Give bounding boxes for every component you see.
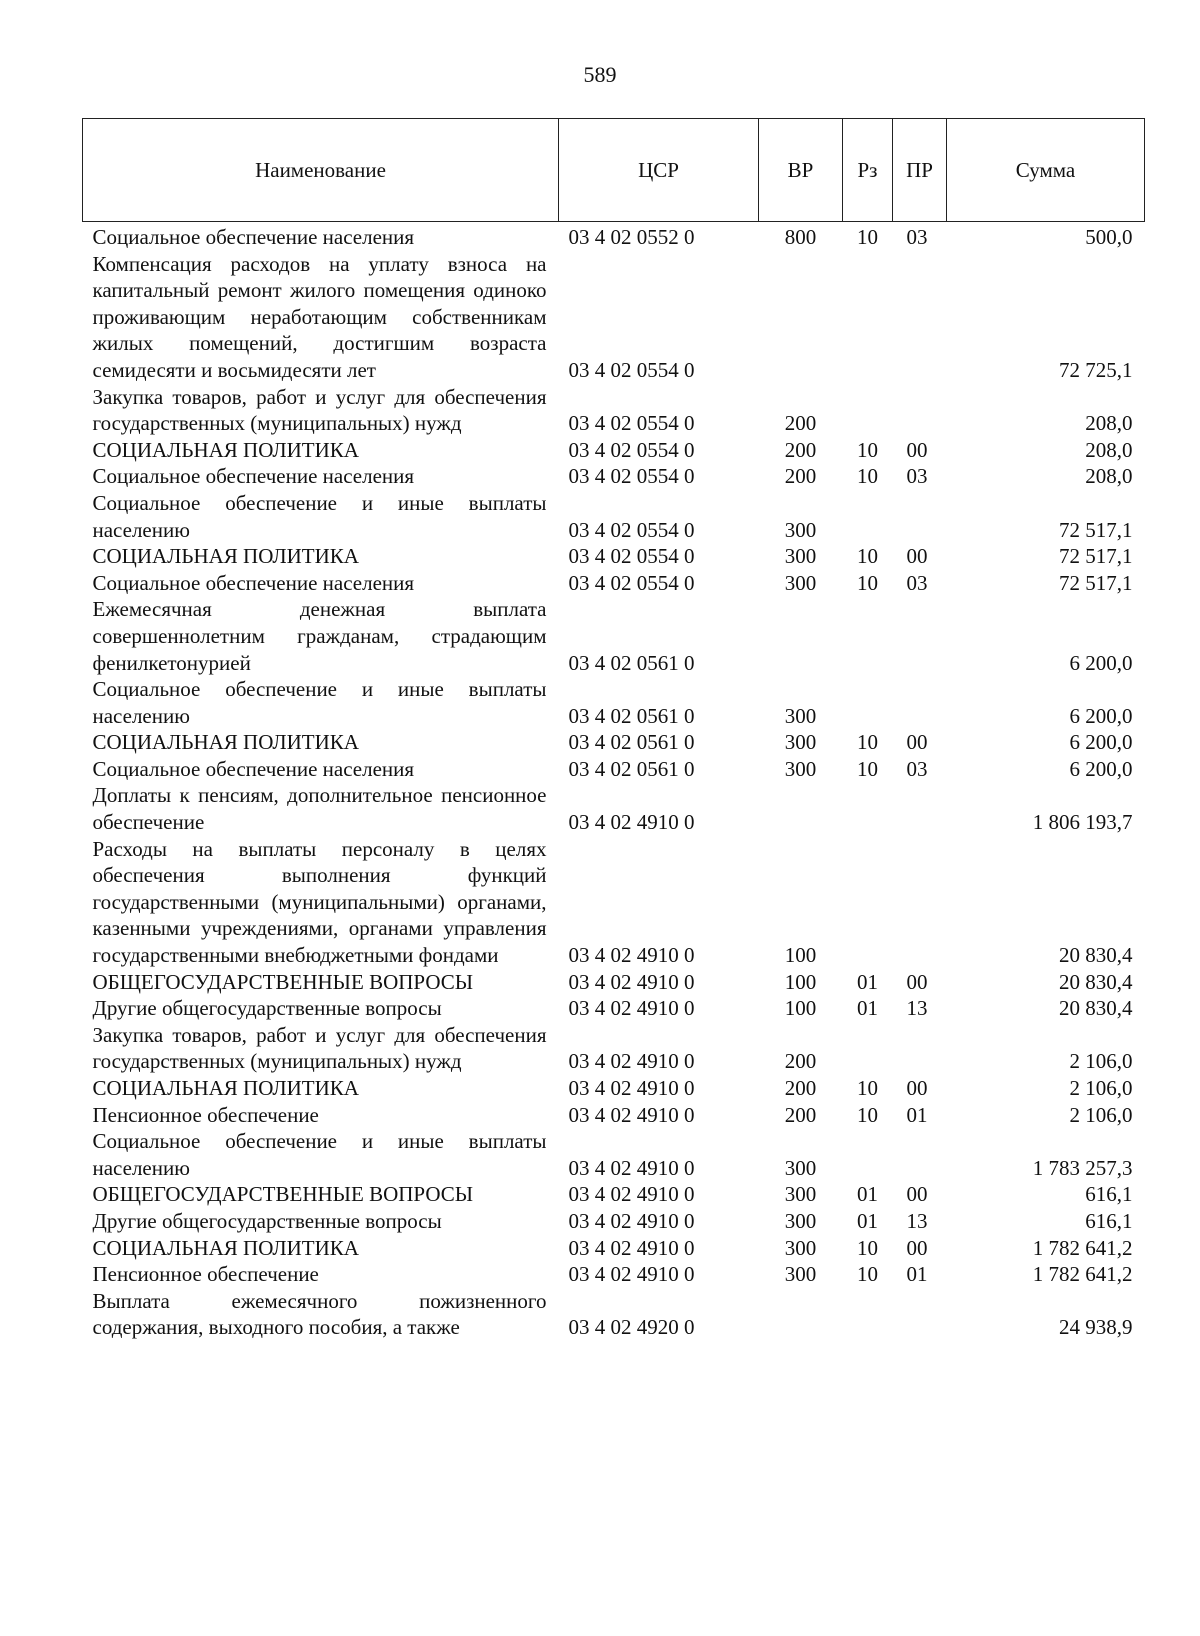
cell-name: Социальное обеспечение и иные выплаты населению [92, 677, 547, 728]
cell-sum: 6 200,0 [1069, 650, 1133, 675]
cell-name: Доплаты к пенсиям, дополнительное пенсионное обеспечение [92, 783, 547, 835]
cell-vr: 300 [784, 570, 817, 595]
cell-vr [759, 251, 843, 384]
cell-vr: 300 [784, 730, 817, 755]
cell-vr: 300 [784, 517, 817, 542]
cell-csr: 03 4 02 0554 0 [568, 544, 695, 569]
cell-sum: 616,1 [1085, 1208, 1133, 1233]
cell-name: Социальное обеспечение населения [92, 756, 415, 781]
cell-vr: 300 [784, 1155, 817, 1180]
cell-rz: 10 [857, 464, 878, 489]
cell-name: СОЦИАЛЬНАЯ ПОЛИТИКА [92, 437, 359, 462]
cell-name: Другие общегосударственные вопросы [92, 1208, 442, 1233]
cell-sum: 1 782 641,2 [1032, 1262, 1133, 1287]
cell-vr: 200 [784, 1102, 817, 1127]
cell-rz: 10 [857, 570, 878, 595]
table-row [83, 756, 1145, 783]
table-row [83, 1075, 1145, 1102]
cell-pr [893, 782, 947, 835]
cell-name: Социальное обеспечение населения [92, 570, 415, 595]
cell-csr: 03 4 02 4910 0 [568, 1155, 695, 1180]
cell-name: Расходы на выплаты персоналу в целях обеспечения выполнения функций государственными (муниципальными) органами, казенными учреждениями, органами управления государственными внебюджетными фондами [92, 836, 547, 968]
cell-rz: 01 [857, 996, 878, 1021]
cell-csr: 03 4 02 0554 0 [568, 464, 695, 489]
cell-rz: 10 [857, 225, 878, 249]
cell-name: Социальное обеспечение населения [92, 464, 415, 489]
cell-pr: 03 [906, 570, 928, 595]
cell-vr: 200 [784, 437, 817, 462]
cell-rz: 10 [857, 756, 878, 781]
header-pr: ПР [893, 119, 947, 222]
cell-vr [759, 596, 843, 676]
cell-pr [893, 676, 947, 729]
cell-rz [843, 1128, 893, 1181]
cell-csr: 03 4 02 4910 0 [568, 1262, 695, 1287]
cell-pr [893, 1022, 947, 1075]
cell-rz: 10 [857, 1076, 878, 1100]
cell-pr: 01 [906, 1262, 928, 1287]
cell-pr [893, 251, 947, 384]
cell-name: Социальное обеспечение и иные выплаты населению [92, 490, 547, 542]
cell-pr: 03 [906, 225, 928, 249]
table-row [83, 463, 1145, 490]
cell-csr: 03 4 02 0561 0 [568, 756, 695, 781]
cell-pr: 13 [906, 996, 928, 1021]
cell-csr: 03 4 02 0561 0 [568, 703, 695, 728]
cell-sum: 20 830,4 [1059, 943, 1133, 968]
cell-vr: 300 [784, 756, 817, 781]
cell-csr: 03 4 02 4910 0 [568, 996, 695, 1021]
cell-rz [843, 384, 893, 437]
cell-csr: 03 4 02 0554 0 [568, 437, 695, 462]
table-row [83, 1022, 1145, 1075]
cell-rz: 01 [857, 1182, 878, 1207]
cell-vr: 100 [784, 969, 817, 994]
cell-sum: 72 517,1 [1059, 544, 1133, 569]
cell-csr: 03 4 02 0554 0 [568, 411, 695, 436]
cell-rz [843, 782, 893, 835]
cell-pr: 00 [906, 437, 928, 462]
cell-name: Выплата ежемесячного пожизненного содержания, выходного пособия, а также [92, 1288, 547, 1340]
cell-pr [893, 836, 947, 969]
cell-csr: 03 4 02 4910 0 [568, 810, 695, 835]
cell-sum: 2 106,0 [1069, 1049, 1133, 1074]
table-row [83, 969, 1145, 996]
cell-rz [843, 1022, 893, 1075]
header-rz: Рз [843, 119, 893, 222]
cell-name: Закупка товаров, работ и услуг для обеспечения государственных (муниципальных) нужд [92, 384, 547, 436]
cell-rz: 01 [857, 969, 878, 994]
header-vr: ВР [759, 119, 843, 222]
cell-csr: 03 4 02 4910 0 [568, 1076, 695, 1100]
cell-name: Социальное обеспечение населения [92, 225, 415, 249]
cell-rz [843, 251, 893, 384]
cell-csr: 03 4 02 4920 0 [568, 1315, 695, 1340]
cell-sum: 2 106,0 [1069, 1076, 1133, 1100]
cell-pr [893, 1128, 947, 1181]
cell-name: Закупка товаров, работ и услуг для обеспечения государственных (муниципальных) нужд [92, 1022, 547, 1074]
cell-sum: 72 517,1 [1059, 570, 1133, 595]
cell-rz [843, 676, 893, 729]
table-row [83, 251, 1145, 384]
cell-name: Другие общегосударственные вопросы [92, 996, 442, 1021]
table-row [83, 437, 1145, 464]
table-row [83, 1261, 1145, 1288]
cell-rz: 01 [857, 1208, 878, 1233]
cell-sum: 616,1 [1085, 1182, 1133, 1207]
cell-rz: 10 [857, 437, 878, 462]
cell-vr: 100 [784, 996, 817, 1021]
cell-vr: 300 [784, 1182, 817, 1207]
cell-pr: 13 [906, 1208, 928, 1233]
cell-sum: 24 938,9 [1059, 1315, 1133, 1340]
cell-pr: 00 [906, 1182, 928, 1207]
cell-rz: 10 [857, 1235, 878, 1260]
cell-name: СОЦИАЛЬНАЯ ПОЛИТИКА [92, 1076, 359, 1100]
table-row [83, 596, 1145, 676]
cell-sum: 1 806 193,7 [1032, 810, 1133, 835]
table-row [83, 1208, 1145, 1235]
table-row [83, 490, 1145, 543]
cell-rz: 10 [857, 1102, 878, 1127]
cell-sum: 20 830,4 [1059, 969, 1133, 994]
cell-vr: 300 [784, 1235, 817, 1260]
cell-sum: 72 517,1 [1059, 517, 1133, 542]
cell-csr: 03 4 02 4910 0 [568, 1182, 695, 1207]
cell-pr: 00 [906, 730, 928, 755]
cell-pr [893, 490, 947, 543]
cell-csr: 03 4 02 0552 0 [568, 225, 695, 249]
cell-pr [893, 1288, 947, 1341]
cell-vr: 200 [784, 411, 817, 436]
table-row [83, 1288, 1145, 1341]
cell-csr: 03 4 02 4910 0 [568, 943, 695, 968]
header-name: Наименование [83, 119, 559, 222]
table-header [83, 119, 1145, 222]
cell-vr: 100 [784, 943, 817, 968]
cell-pr: 00 [906, 969, 928, 994]
cell-csr: 03 4 02 4910 0 [568, 969, 695, 994]
cell-rz: 10 [857, 544, 878, 569]
cell-name: Социальное обеспечение и иные выплаты населению [92, 1129, 547, 1180]
cell-vr: 200 [784, 464, 817, 489]
cell-csr: 03 4 02 0561 0 [568, 650, 695, 675]
cell-name: Пенсионное обеспечение [92, 1262, 319, 1287]
table-row [83, 1235, 1145, 1262]
cell-rz [843, 596, 893, 676]
table-row [83, 782, 1145, 835]
cell-pr: 00 [906, 544, 928, 569]
cell-csr: 03 4 02 0554 0 [568, 570, 695, 595]
cell-vr: 300 [784, 703, 817, 728]
cell-sum: 1 782 641,2 [1032, 1235, 1133, 1260]
cell-sum: 208,0 [1085, 437, 1133, 462]
cell-sum: 6 200,0 [1069, 730, 1133, 755]
cell-rz [843, 1288, 893, 1341]
cell-pr [893, 384, 947, 437]
cell-csr: 03 4 02 0554 0 [568, 357, 695, 382]
cell-vr: 200 [784, 1049, 817, 1074]
cell-vr [759, 782, 843, 835]
cell-csr: 03 4 02 4910 0 [568, 1235, 695, 1260]
table-row [83, 729, 1145, 756]
cell-sum: 2 106,0 [1069, 1102, 1133, 1127]
cell-rz: 10 [857, 730, 878, 755]
cell-rz [843, 836, 893, 969]
cell-name: СОЦИАЛЬНАЯ ПОЛИТИКА [92, 1235, 359, 1260]
table-row [83, 676, 1145, 729]
cell-csr: 03 4 02 4910 0 [568, 1049, 695, 1074]
cell-vr [759, 1288, 843, 1341]
cell-vr: 300 [784, 1208, 817, 1233]
cell-vr: 300 [784, 1262, 817, 1287]
cell-rz [843, 490, 893, 543]
cell-sum: 500,0 [1085, 225, 1133, 249]
budget-table [82, 118, 1145, 1341]
table-row [83, 1102, 1145, 1129]
cell-sum: 1 783 257,3 [1032, 1155, 1133, 1180]
cell-pr [893, 596, 947, 676]
table-row [83, 222, 1145, 251]
cell-sum: 208,0 [1085, 464, 1133, 489]
cell-csr: 03 4 02 4910 0 [568, 1208, 695, 1233]
cell-name: Ежемесячная денежная выплата совершеннолетним гражданам, страдающим фенилкетонурией [92, 597, 547, 675]
table-body [83, 222, 1145, 1341]
cell-sum: 72 725,1 [1059, 357, 1133, 382]
cell-vr: 300 [784, 544, 817, 569]
header-csr: ЦСР [559, 119, 759, 222]
cell-vr: 800 [784, 225, 817, 249]
table-row [83, 384, 1145, 437]
cell-pr: 00 [906, 1076, 928, 1100]
cell-pr: 03 [906, 756, 928, 781]
cell-pr: 00 [906, 1235, 928, 1260]
cell-name: ОБЩЕГОСУДАРСТВЕННЫЕ ВОПРОСЫ [92, 1182, 474, 1207]
cell-sum: 20 830,4 [1059, 996, 1133, 1021]
cell-csr: 03 4 02 0561 0 [568, 730, 695, 755]
table-row [83, 995, 1145, 1022]
table-row [83, 543, 1145, 570]
cell-pr: 03 [906, 464, 928, 489]
cell-csr: 03 4 02 0554 0 [568, 517, 695, 542]
page-number: 589 [583, 62, 617, 87]
cell-sum: 6 200,0 [1069, 703, 1133, 728]
cell-rz: 10 [857, 1262, 878, 1287]
cell-vr: 200 [784, 1076, 817, 1100]
cell-name: СОЦИАЛЬНАЯ ПОЛИТИКА [92, 730, 359, 755]
cell-name: СОЦИАЛЬНАЯ ПОЛИТИКА [92, 544, 359, 569]
cell-name: Пенсионное обеспечение [92, 1102, 319, 1127]
cell-sum: 208,0 [1085, 411, 1133, 436]
cell-csr: 03 4 02 4910 0 [568, 1102, 695, 1127]
cell-name: Компенсация расходов на уплату взноса на капитальный ремонт жилого помещения одиноко проживающим неработающим собственникам жилых помещений, достигшим возраста семидесяти и восьмидесяти лет [92, 251, 547, 382]
cell-sum: 6 200,0 [1069, 756, 1133, 781]
table-row [83, 570, 1145, 597]
header-sum: Сумма [947, 119, 1145, 222]
table-row [83, 836, 1145, 969]
cell-name: ОБЩЕГОСУДАРСТВЕННЫЕ ВОПРОСЫ [92, 969, 474, 994]
cell-pr: 01 [906, 1102, 928, 1127]
table-row [83, 1181, 1145, 1208]
table-row [83, 1128, 1145, 1181]
